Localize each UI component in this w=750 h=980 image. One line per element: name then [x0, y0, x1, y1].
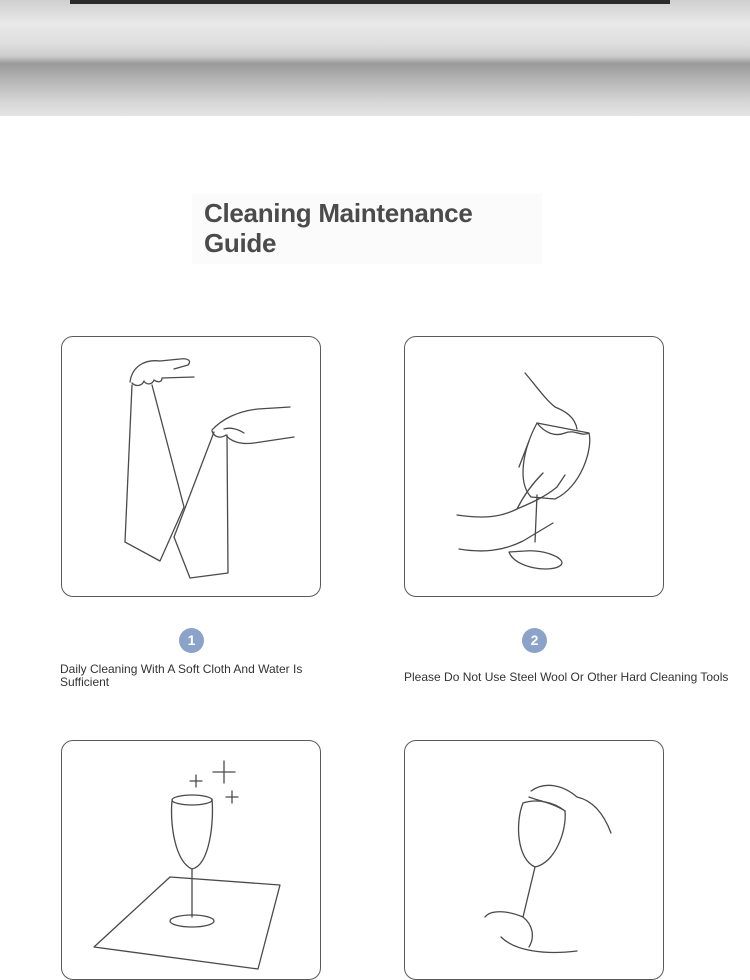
- step-1-illustration: [61, 336, 321, 597]
- step-1-badge: 1: [179, 628, 204, 653]
- hero-shelf-edge: [70, 0, 670, 4]
- step-2-illustration: [404, 336, 664, 597]
- title-panel: [192, 194, 542, 264]
- step-2-caption: Please Do Not Use Steel Wool Or Other Hard Cleaning Tools: [404, 670, 729, 684]
- page-title: Cleaning Maintenance Guide: [204, 198, 473, 258]
- step-4-illustration: [404, 740, 664, 980]
- step-3-illustration: [61, 740, 321, 980]
- step-2-badge: 2: [522, 628, 547, 653]
- step-1-caption: Daily Cleaning With A Soft Cloth And Water Is Sufficient: [60, 662, 303, 689]
- hero-photo-banner: [0, 0, 750, 116]
